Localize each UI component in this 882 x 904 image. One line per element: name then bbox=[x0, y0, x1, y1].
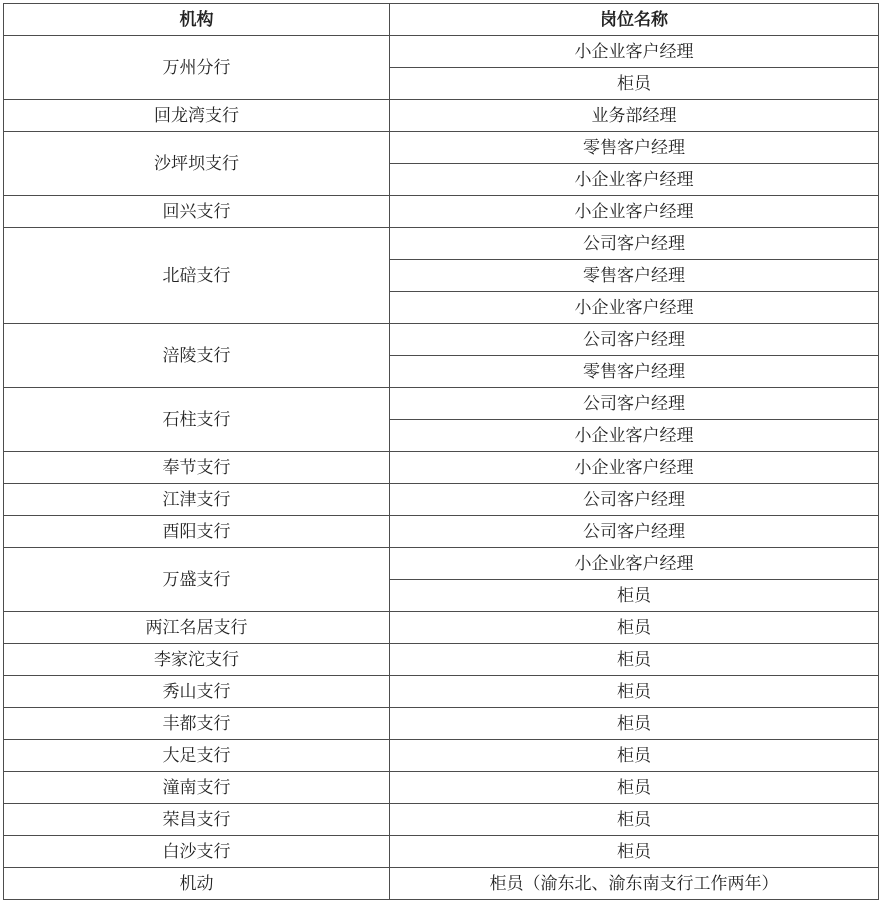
position-cell: 小企业客户经理 bbox=[390, 164, 879, 196]
table-row bbox=[4, 772, 879, 804]
position-cell: 公司客户经理 bbox=[390, 388, 879, 420]
positions-table bbox=[3, 3, 879, 900]
position-cell: 柜员 bbox=[390, 612, 879, 644]
org-cell: 回龙湾支行 bbox=[4, 100, 390, 132]
org-cell: 李家沱支行 bbox=[4, 644, 390, 676]
position-cell: 公司客户经理 bbox=[390, 324, 879, 356]
position-cell: 柜员 bbox=[390, 836, 879, 868]
org-cell: 回兴支行 bbox=[4, 196, 390, 228]
org-cell: 涪陵支行 bbox=[4, 324, 390, 388]
position-cell: 柜员 bbox=[390, 708, 879, 740]
position-cell: 公司客户经理 bbox=[390, 228, 879, 260]
org-cell: 江津支行 bbox=[4, 484, 390, 516]
org-cell: 北碚支行 bbox=[4, 228, 390, 324]
position-cell: 柜员 bbox=[390, 772, 879, 804]
position-cell: 公司客户经理 bbox=[390, 516, 879, 548]
position-cell: 柜员 bbox=[390, 580, 879, 612]
table-row bbox=[4, 484, 879, 516]
position-cell: 小企业客户经理 bbox=[390, 548, 879, 580]
org-cell: 石柱支行 bbox=[4, 388, 390, 452]
position-cell: 柜员 bbox=[390, 68, 879, 100]
position-cell: 柜员 bbox=[390, 740, 879, 772]
table-row bbox=[4, 644, 879, 676]
table-row bbox=[4, 868, 879, 900]
table-body bbox=[4, 36, 879, 900]
org-cell: 奉节支行 bbox=[4, 452, 390, 484]
position-cell: 柜员（渝东北、渝东南支行工作两年） bbox=[390, 868, 879, 900]
position-cell: 零售客户经理 bbox=[390, 132, 879, 164]
table-row bbox=[4, 708, 879, 740]
org-cell: 白沙支行 bbox=[4, 836, 390, 868]
position-cell: 柜员 bbox=[390, 676, 879, 708]
position-cell: 公司客户经理 bbox=[390, 484, 879, 516]
table-row bbox=[4, 740, 879, 772]
table-row bbox=[4, 516, 879, 548]
table-row bbox=[4, 804, 879, 836]
org-cell: 两江名居支行 bbox=[4, 612, 390, 644]
org-cell: 秀山支行 bbox=[4, 676, 390, 708]
table-row bbox=[4, 676, 879, 708]
table-row bbox=[4, 836, 879, 868]
position-cell: 柜员 bbox=[390, 644, 879, 676]
org-cell: 潼南支行 bbox=[4, 772, 390, 804]
table-row bbox=[4, 100, 879, 132]
table-row bbox=[4, 132, 879, 164]
header-row bbox=[4, 4, 879, 36]
table-row bbox=[4, 548, 879, 580]
position-cell: 小企业客户经理 bbox=[390, 420, 879, 452]
org-cell: 丰都支行 bbox=[4, 708, 390, 740]
table-row bbox=[4, 612, 879, 644]
org-cell: 荣昌支行 bbox=[4, 804, 390, 836]
position-cell: 小企业客户经理 bbox=[390, 292, 879, 324]
org-cell: 酉阳支行 bbox=[4, 516, 390, 548]
header-position: 岗位名称 bbox=[390, 4, 879, 36]
table-row bbox=[4, 196, 879, 228]
org-cell: 大足支行 bbox=[4, 740, 390, 772]
org-cell: 万盛支行 bbox=[4, 548, 390, 612]
table-row bbox=[4, 388, 879, 420]
org-cell: 万州分行 bbox=[4, 36, 390, 100]
position-cell: 柜员 bbox=[390, 804, 879, 836]
header-org: 机构 bbox=[4, 4, 390, 36]
table-row bbox=[4, 36, 879, 68]
position-cell: 零售客户经理 bbox=[390, 356, 879, 388]
table-row bbox=[4, 228, 879, 260]
position-cell: 零售客户经理 bbox=[390, 260, 879, 292]
position-cell: 小企业客户经理 bbox=[390, 196, 879, 228]
org-cell: 沙坪坝支行 bbox=[4, 132, 390, 196]
position-cell: 小企业客户经理 bbox=[390, 452, 879, 484]
table-row bbox=[4, 324, 879, 356]
position-cell: 小企业客户经理 bbox=[390, 36, 879, 68]
org-cell: 机动 bbox=[4, 868, 390, 900]
table-row bbox=[4, 452, 879, 484]
position-cell: 业务部经理 bbox=[390, 100, 879, 132]
